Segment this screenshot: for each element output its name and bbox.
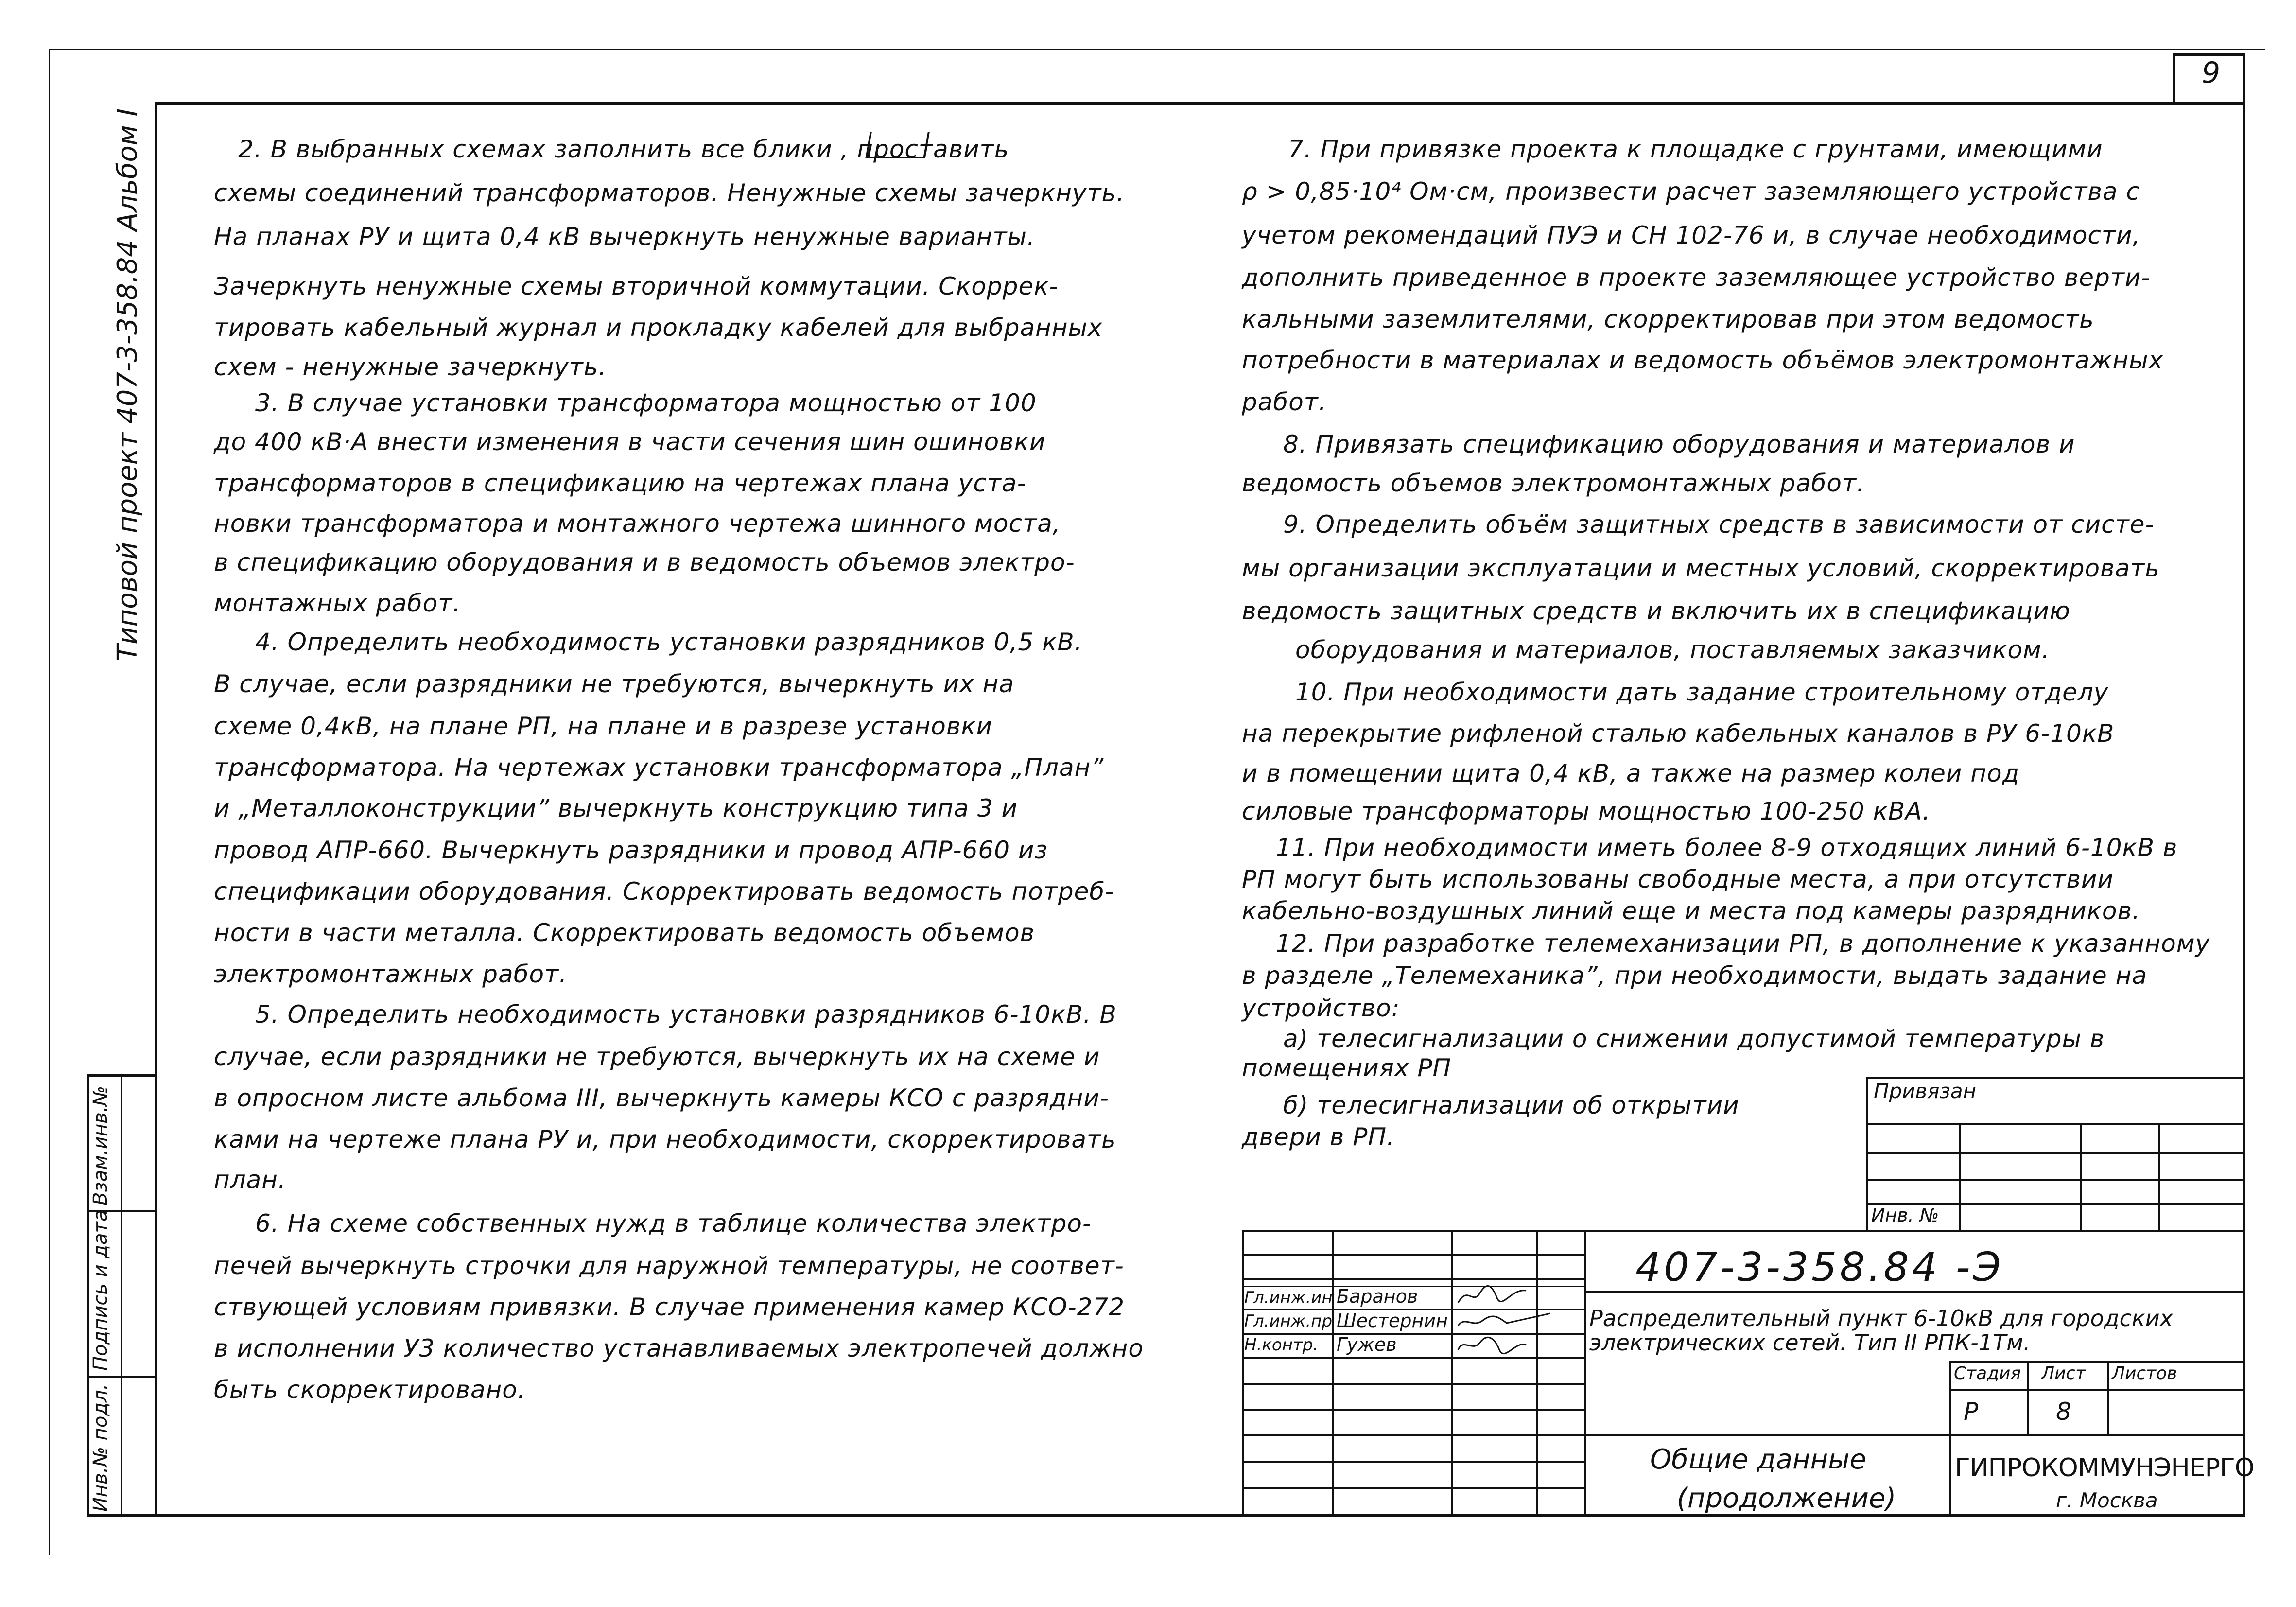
tb-row (1584, 1434, 2245, 1436)
right-line: оборудования и материалов, поставляемых заказчиком. (1295, 636, 2050, 664)
left-line: в исполнении У3 количество устанавливаемых электропечей должно (214, 1334, 1144, 1362)
tb-col (1584, 1230, 1586, 1517)
left-line: ствующей условиям привязки. В случае применения камер КСО-272 (214, 1293, 1125, 1321)
role-1: Гл.инж.ин (1244, 1288, 1333, 1308)
tb-row (1242, 1487, 1584, 1489)
right-line: 12. При разработке телемеханизации РП, в дополнение к указанному (1276, 929, 2210, 958)
left-line: 6. На схеме собственных нужд в таблице количества электро- (255, 1209, 1092, 1238)
inv-no-label: Инв. № (1871, 1205, 1939, 1226)
privyazan-col (2158, 1123, 2160, 1230)
tb-row (1242, 1357, 1584, 1359)
right-line: кальными заземлителями, скорректировав при этом ведомость (1242, 305, 2094, 333)
tb-col (2027, 1361, 2029, 1434)
tb-col (2107, 1361, 2109, 1434)
left-line: На планах РУ и щита 0,4 кВ вычеркнуть ненужные варианты. (214, 223, 1035, 251)
tb-row (1242, 1409, 1584, 1411)
left-line: схеме 0,4кВ, на плане РП, на плане и в разрезе установки (214, 712, 993, 740)
left-line: 5. Определить необходимость установки разрядников 6-10кВ. В (255, 1000, 1117, 1029)
privyazan-row (1866, 1152, 2245, 1154)
side-stamp-vzam: Взам.инв.№ (89, 1085, 112, 1205)
right-line: 8. Привязать спецификацию оборудования и материалов и (1283, 430, 2075, 458)
right-line: двери в РП. (1242, 1123, 1395, 1151)
blank-box-icon (865, 132, 930, 158)
tb-row (1584, 1291, 2245, 1293)
right-line: мы организации эксплуатации и местных условий, скорректировать (1242, 554, 2160, 582)
right-line: 7. При привязке проекта к площадке с грунтами, имеющими (1288, 135, 2103, 163)
right-line: ведомость объемов электромонтажных работ. (1242, 469, 1865, 497)
right-line: потребности в материалах и ведомость объёмов электромонтажных (1242, 346, 2164, 374)
tb-row (1242, 1383, 1584, 1385)
right-line: кабельно-воздушных линий еще и места под камеры разрядников. (1242, 897, 2140, 925)
tb-row (1242, 1434, 1584, 1436)
description-line-1: Распределительный пункт 6-10кВ для городских (1589, 1305, 2173, 1331)
tb-row (1949, 1361, 2245, 1363)
right-line: в разделе „Телемеханика”, при необходимости, выдать задание на (1242, 961, 2148, 990)
right-line: силовые трансформаторы мощностью 100-250 кВА. (1242, 797, 1931, 825)
tb-col (1949, 1361, 1951, 1517)
left-line: 2. В выбранных схемах заполнить все блики , проставить (238, 135, 1009, 163)
left-line: в спецификацию оборудования и в ведомость объемов электро- (214, 548, 1075, 576)
side-title: Типовой проект 407-3-358.84 Альбом I (112, 108, 143, 661)
right-line: 10. При необходимости дать задание строительному отделу (1295, 678, 2109, 706)
tb-col (1451, 1230, 1453, 1517)
left-line: ности в части металла. Скорректировать ведомость объемов (214, 919, 1035, 947)
left-line: план. (214, 1166, 286, 1194)
right-line: ρ > 0,85·10⁴ Ом·см, произвести расчет заземляющего устройства с (1242, 177, 2140, 206)
sheets-label: Листов (2112, 1363, 2177, 1383)
right-line: 11. При необходимости иметь более 8-9 отходящих линий 6-10кВ в (1276, 834, 2178, 862)
signature-3-icon (1453, 1333, 1531, 1357)
left-line: быть скорректировано. (214, 1376, 526, 1404)
tb-row (1242, 1461, 1584, 1463)
sheet-number: 9 (2202, 56, 2221, 90)
left-line: случае, если разрядники не требуются, вычеркнуть их на схеме и (214, 1043, 1100, 1071)
doc-title-line-1: Общие данные (1650, 1444, 1866, 1475)
left-line: схем - ненужные зачеркнуть. (214, 353, 607, 381)
right-line: 9. Определить объём защитных средств в зависимости от систе- (1283, 510, 2155, 539)
right-line: б) телесигнализации об открытии (1283, 1091, 1739, 1119)
privyazan-col (2080, 1123, 2082, 1230)
left-line: Зачеркнуть ненужные схемы вторичной коммутации. Скоррек- (214, 272, 1059, 300)
left-line: В случае, если разрядники не требуются, вычеркнуть их на (214, 670, 1014, 698)
right-line: РП могут быть использованы свободные места, а при отсутствии (1242, 865, 2114, 893)
left-line: и „Металлоконструкции” вычеркнуть конструкцию типа 3 и (214, 794, 1018, 822)
left-line: тировать кабельный журнал и прокладку кабелей для выбранных (214, 314, 1103, 342)
side-stamp-row2 (87, 1376, 157, 1378)
right-line: а) телесигнализации о снижении допустимой температуры в (1283, 1025, 2105, 1053)
left-line: в опросном листе альбома III, вычеркнуть камеры КСО с разрядни- (214, 1084, 1109, 1112)
left-line: до 400 кВ·А внести изменения в части сечения шин ошиновки (214, 428, 1046, 456)
left-line: 4. Определить необходимость установки разрядников 0,5 кВ. (255, 628, 1083, 656)
right-line: ведомость защитных средств и включить их в спецификацию (1242, 597, 2070, 625)
tb-row (1949, 1389, 2245, 1391)
right-line: устройство: (1242, 994, 1400, 1022)
doc-title-line-2: (продолжение) (1677, 1483, 1896, 1514)
signature-2-icon (1453, 1309, 1550, 1333)
privyazan-row (1866, 1123, 2245, 1125)
privyazan-col (1959, 1123, 1961, 1230)
left-line: провод АПР-660. Вычеркнуть разрядники и провод АПР-660 из (214, 836, 1048, 864)
org-name: ГИПРОКОММУНЭНЕРГО (1955, 1453, 2254, 1483)
side-stamp-divider (121, 1074, 122, 1517)
name-2: Шестернин (1337, 1310, 1448, 1331)
left-line: ками на чертеже плана РУ и, при необходимости, скорректировать (214, 1125, 1116, 1153)
right-line: помещениях РП (1242, 1054, 1452, 1082)
sheet-label: Лист (2041, 1363, 2086, 1383)
left-line: печей вычеркнуть строчки для наружной температуры, не соответ- (214, 1252, 1124, 1280)
doc-code: 407-3-358.84 -Э (1635, 1244, 2004, 1291)
left-line: схемы соединений трансформаторов. Ненужные схемы зачеркнуть. (214, 179, 1125, 207)
name-3: Гужев (1337, 1334, 1397, 1355)
tb-row (1242, 1333, 1584, 1335)
org-city: г. Москва (2056, 1488, 2158, 1512)
description-line-2: электрических сетей. Тип II РПК-1Тм. (1589, 1329, 2031, 1356)
left-line: новки трансформатора и монтажного чертежа шинного моста, (214, 509, 1061, 538)
trim-left-line (49, 49, 50, 1555)
right-line: дополнить приведенное в проекте заземляющее устройство верти- (1242, 263, 2151, 292)
left-line: спецификации оборудования. Скорректировать ведомость потреб- (214, 877, 1114, 906)
trim-top-line (49, 49, 2265, 50)
side-stamp-podpis: Подпись и дата (89, 1209, 112, 1371)
role-3: Н.контр. (1244, 1335, 1319, 1355)
sheet-value: 8 (2056, 1397, 2071, 1426)
left-line: 3. В случае установки трансформатора мощностью от 100 (255, 389, 1037, 417)
tb-row (1242, 1254, 1584, 1256)
right-line: на перекрытие рифленой сталью кабельных каналов в РУ 6-10кВ (1242, 719, 2115, 748)
tb-col (1536, 1230, 1538, 1517)
role-2: Гл.инж.пр (1244, 1311, 1333, 1331)
left-line: трансформатора. На чертежах установки трансформатора „План” (214, 753, 1104, 782)
right-line: и в помещении щита 0,4 кВ, а также на размер колеи под (1242, 759, 2020, 787)
privyazan-row (1866, 1179, 2245, 1181)
privyazan-label: Привязан (1874, 1079, 1977, 1103)
left-line: электромонтажных работ. (214, 960, 568, 988)
tb-row (1242, 1278, 1584, 1280)
left-line: трансформаторов в спецификацию на чертежах плана уста- (214, 469, 1026, 497)
signature-1-icon (1453, 1283, 1531, 1308)
stage-label: Стадия (1954, 1363, 2021, 1383)
left-line: монтажных работ. (214, 589, 461, 617)
right-line: учетом рекомендаций ПУЭ и СН 102-76 и, в случае необходимости, (1242, 221, 2141, 249)
tb-col (1332, 1230, 1334, 1517)
stage-value: Р (1964, 1397, 1979, 1426)
name-1: Баранов (1337, 1286, 1418, 1307)
side-stamp-invpodl: Инв.№ подл. (89, 1383, 112, 1512)
right-line: работ. (1242, 388, 1327, 416)
